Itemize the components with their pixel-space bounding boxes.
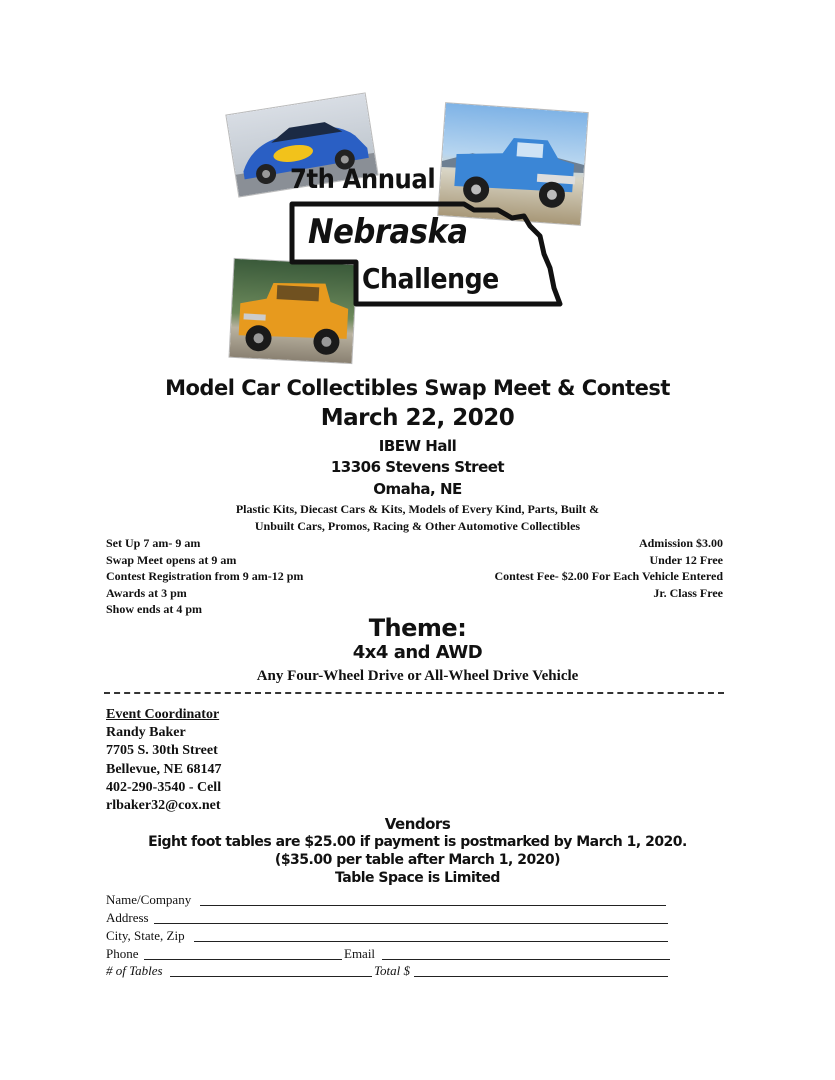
total-field[interactable] bbox=[414, 976, 668, 977]
theme-name: 4x4 and AWD bbox=[352, 642, 483, 663]
event-description-1: Plastic Kits, Diecast Cars & Kits, Models of Every Kind, Parts, Built & bbox=[235, 502, 600, 516]
fees-list bbox=[494, 535, 723, 601]
theme-description: Any Four-Wheel Drive or All-Wheel Drive Vehicle bbox=[256, 668, 579, 684]
event-city: Omaha, NE bbox=[373, 480, 462, 498]
coordinator-name: Randy Baker bbox=[106, 725, 186, 741]
form-label-total: Total $ bbox=[374, 963, 411, 978]
schedule-list bbox=[106, 535, 303, 618]
event-title: Model Car Collectibles Swap Meet & Contest bbox=[165, 376, 670, 400]
fee-item: Contest Fee- $2.00 For Each Vehicle Entered bbox=[494, 569, 723, 583]
vendors-limited: Table Space is Limited bbox=[335, 870, 500, 886]
form-label-tables: # of Tables bbox=[106, 963, 163, 978]
form-label-email: Email bbox=[344, 946, 376, 961]
coordinator-phone: 402-290-3540 - Cell bbox=[106, 779, 222, 795]
fee-item: Admission $3.00 bbox=[638, 536, 723, 550]
coordinator-email: rlbaker32@cox.net bbox=[106, 798, 221, 814]
logo-line-annual: 7th Annual bbox=[290, 164, 436, 195]
name-company-field[interactable] bbox=[200, 905, 666, 906]
vendors-heading: Vendors bbox=[384, 815, 451, 833]
dashed-divider bbox=[104, 692, 724, 694]
schedule-item: Awards at 3 pm bbox=[106, 585, 187, 600]
city-state-zip-field[interactable] bbox=[194, 941, 668, 942]
schedule-item: Swap Meet opens at 9 am bbox=[106, 552, 237, 567]
coordinator-block bbox=[106, 706, 222, 815]
fee-item: Jr. Class Free bbox=[653, 585, 723, 600]
coordinator-city: Bellevue, NE 68147 bbox=[106, 761, 222, 777]
email-field[interactable] bbox=[382, 959, 670, 960]
schedule-item: Set Up 7 am- 9 am bbox=[106, 536, 201, 550]
theme-heading: Theme: bbox=[368, 614, 467, 642]
event-date: March 22, 2020 bbox=[320, 405, 515, 431]
coordinator-heading: Event Coordinator bbox=[106, 707, 220, 722]
address-field[interactable] bbox=[154, 923, 668, 924]
fee-item: Under 12 Free bbox=[649, 552, 723, 567]
event-venue: IBEW Hall bbox=[378, 437, 457, 455]
event-description-2: Unbuilt Cars, Promos, Racing & Other Automotive Collectibles bbox=[254, 519, 581, 533]
form-label-city: City, State, Zip bbox=[106, 928, 185, 943]
tables-field[interactable] bbox=[170, 976, 372, 977]
form-label-address: Address bbox=[106, 910, 149, 925]
coordinator-street: 7705 S. 30th Street bbox=[106, 743, 218, 759]
event-street: 13306 Stevens Street bbox=[330, 458, 505, 476]
schedule-item: Contest Registration from 9 am-12 pm bbox=[106, 569, 304, 583]
logo-line-challenge: Challenge bbox=[362, 262, 499, 295]
schedule-item: Show ends at 4 pm bbox=[106, 602, 203, 616]
logo-line-nebraska: Nebraska bbox=[308, 212, 468, 252]
form-label-name: Name/Company bbox=[106, 892, 192, 907]
form-label-phone: Phone bbox=[106, 946, 139, 961]
vendors-late-price: ($35.00 per table after March 1, 2020) bbox=[274, 852, 561, 868]
phone-field[interactable] bbox=[144, 959, 342, 960]
vendors-price: Eight foot tables are $25.00 if payment is postmarked by March 1, 2020. bbox=[148, 834, 687, 850]
